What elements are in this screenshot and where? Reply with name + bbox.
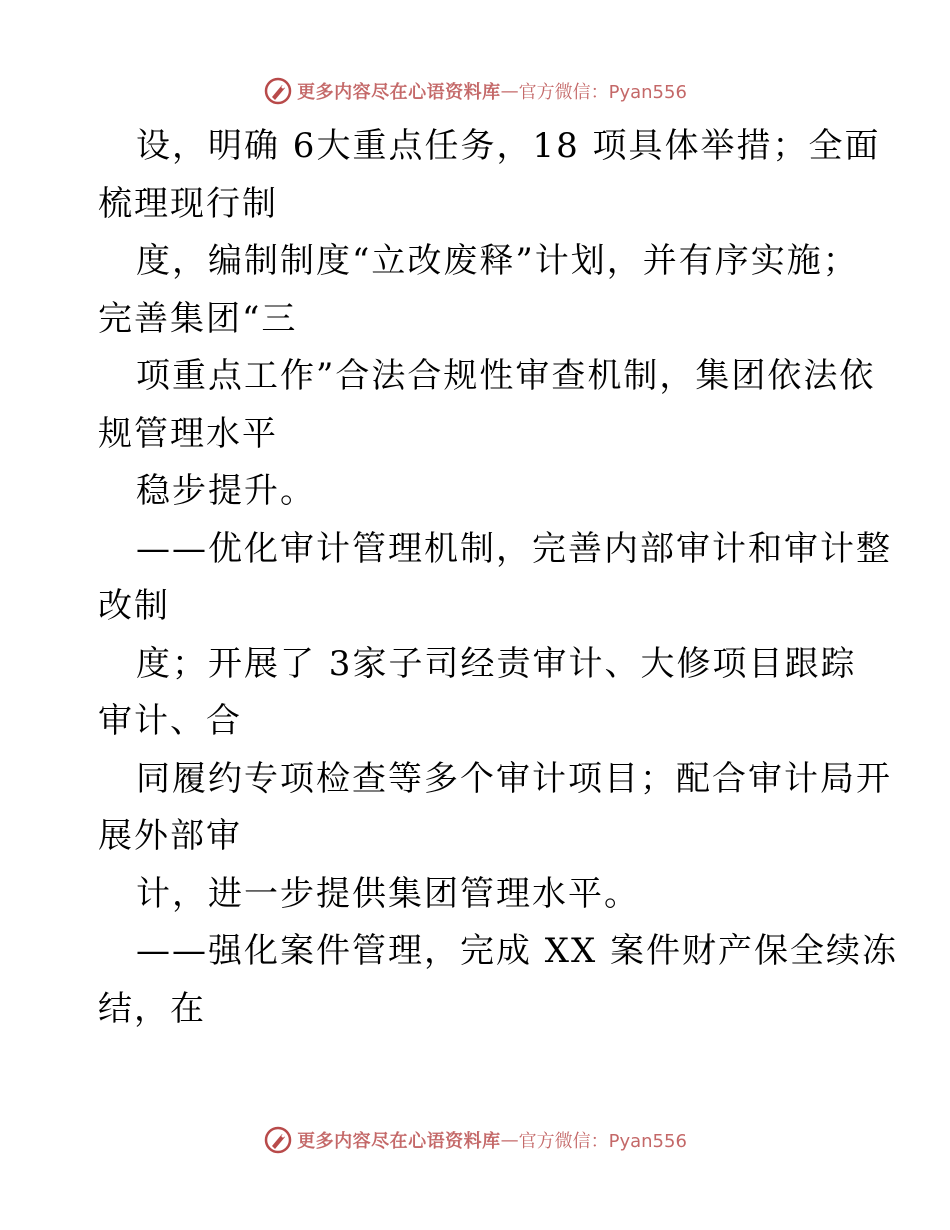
body-line: ——优化审计管理机制，完善内部审计和审计整 [136,528,892,569]
watermark-main-text: 更多内容尽在心语资料库 [297,82,501,103]
body-line: 设，明确 6大重点任务，18 项具体举措；全面 [136,126,881,166]
body-line: 展外部审 [98,816,242,856]
body-line: ——强化案件管理，完成 XX 案件财产保全续冻 [136,931,899,971]
watermark-separator: — [500,1129,519,1151]
watermark-wechat-text: 官方微信：Pyan556 [518,82,687,103]
body-line: 梳理现行制 [98,183,278,224]
pen-nib-logo-icon [263,76,293,106]
body-line: 度；开展了 3家子司经责审计、大修项目跟踪 [136,643,857,684]
body-line: 项重点工作”合法合规性审查机制，集团依法依 [136,356,876,396]
body-line: 度，编制制度“立改废释”计划，并有序实施； [136,241,859,281]
body-line: 计，进一步提供集团管理水平。 [136,873,640,914]
body-line: 同履约专项检查等多个审计项目；配合审计局开 [136,758,892,799]
body-line: 审计、合 [98,701,242,741]
document-body [98,118,899,1038]
body-line: 完善集团“三 [98,298,298,339]
watermark-footer [0,1120,950,1160]
watermark-main-text: 更多内容尽在心语资料库 [297,1131,501,1152]
watermark-header [0,71,950,111]
watermark-wechat-text: 官方微信：Pyan556 [518,1131,687,1152]
body-line: 规管理水平 [98,413,278,454]
watermark-separator: — [500,80,519,102]
pen-nib-logo-icon [263,1125,293,1155]
body-line: 改制 [98,586,170,626]
body-line: 结，在 [98,988,206,1029]
body-line: 稳步提升。 [136,471,316,511]
